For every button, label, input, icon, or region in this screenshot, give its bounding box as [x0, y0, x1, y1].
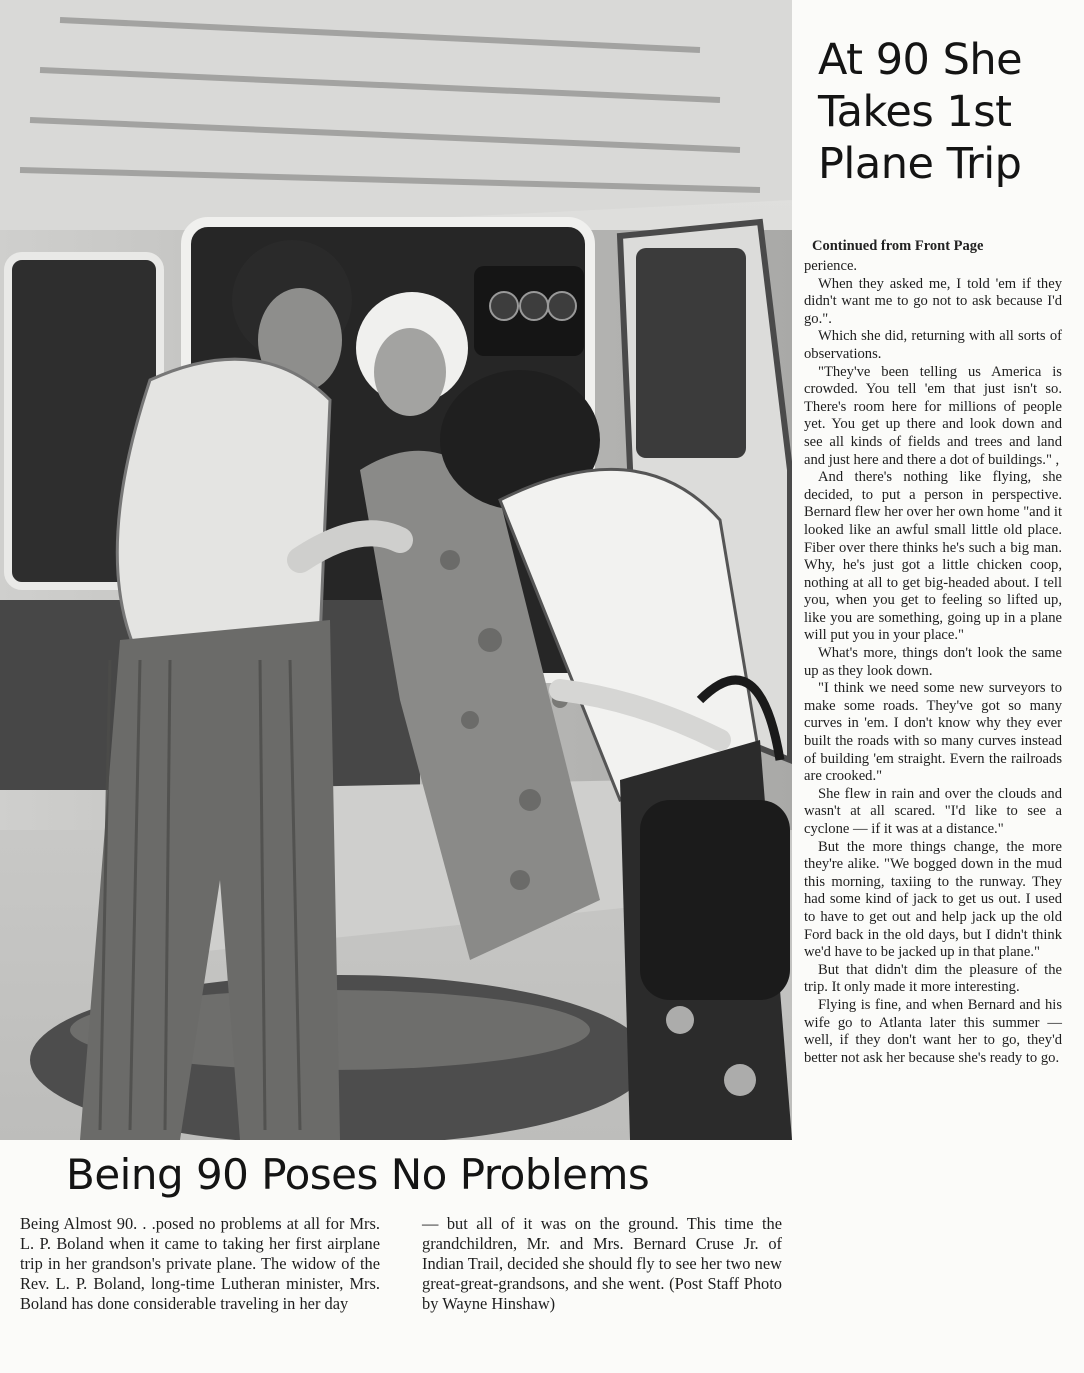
story-paragraph: perience.	[804, 258, 858, 274]
story-paragraph: "They've been telling us America is crowded. You tell 'em that just isn't so. There's room here for millions of people yet. You get up there and look down and see all kinds of fields and trees and land and just here and there a dot of buildings." ,	[804, 363, 1062, 468]
story-paragraph: What's more, things don't look the same up as they look down.	[804, 645, 1062, 679]
story-paragraph: "I think we need some new surveyors to make some roads. They've got so many curves in 'em. I don't know why they ever built the roads with so many curves instead of building 'em straight. Evern the railroads are crooked."	[804, 680, 1062, 785]
story-column	[804, 258, 1062, 1067]
story-paragraph: But the more things change, the more they're alike. "We bogged down in the mud this morning, taxiing to the runway. They had some kind of jack to get us out. I used to have to get out and help jack up the old Ford back in the old days, but I didn't think we'd have to be jacked up in that plane."	[804, 838, 1062, 961]
headline-line: At 90 She	[818, 35, 1023, 85]
caption-left-column: Being Almost 90. . .posed no problems at all for Mrs. L. P. Boland when it came to taking her first airplane trip in her grandson's private plane. The widow of the Rev. L. P. Boland, long-time Lutheran minister, Mrs. Boland has done considerable traveling in her day	[20, 1214, 380, 1313]
story-paragraph: When they asked me, I told 'em if they didn't want me to go not to ask because I'd go.".	[804, 275, 1062, 327]
story-headline	[818, 34, 1058, 190]
headline-line: Takes 1st	[818, 87, 1012, 137]
story-paragraph: She flew in rain and over the clouds and wasn't at all scared. "I'd like to see a cyclone — if it was at a distance."	[804, 785, 1062, 837]
story-paragraph: But that didn't dim the pleasure of the trip. It only made it more interesting.	[804, 961, 1062, 996]
continued-notice: Continued from Front Page	[812, 238, 984, 254]
story-paragraph: And there's nothing like flying, she decided, to put a person in perspective. Bernard flew her over her own home "and it looked like an awful small little old place. Fiber over there thinks he's such a big man. Why, he's just got a little chicken coop, nothing at all to get big-headed about. I tell you, when you get to feeling so lifted up, like you are something, going up in a plane will put you in your place."	[804, 469, 1063, 644]
caption-headline: Being 90 Poses No Problems	[66, 1150, 650, 1199]
caption-right-column: — but all of it was on the ground. This time the grandchildren, Mr. and Mrs. Bernard Cruse Jr. of Indian Trail, decided she should fly to see her two new great-great-grandsons, and she went. (Post Staff Photo by Wayne Hinshaw)	[422, 1214, 782, 1313]
story-paragraph: Flying is fine, and when Bernard and his wife go to Atlanta later this summer — well, if they don't want her to go, they'd better not ask her because she's ready to go.	[804, 996, 1062, 1066]
headline-line: Plane Trip	[818, 139, 1022, 189]
story-paragraph: Which she did, returning with all sorts of observations.	[804, 328, 1062, 362]
